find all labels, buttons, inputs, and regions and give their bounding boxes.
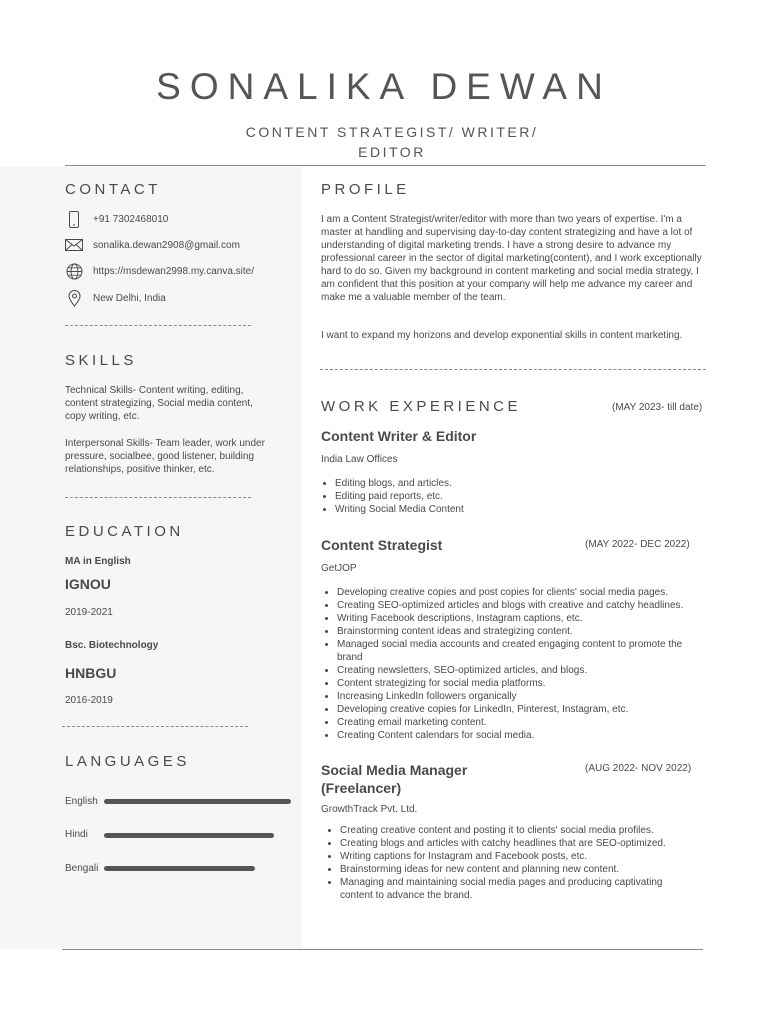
work-experience-heading: WORK EXPERIENCE	[321, 398, 522, 415]
job-bullet: • Editing paid reports, etc.	[335, 490, 703, 503]
job-bullet: • Creating blogs and articles with catchy headlines that are SEO-optimized.	[340, 837, 688, 850]
language-name: Bengali	[65, 863, 99, 874]
education-school: IGNOU	[65, 576, 111, 592]
job-bullet: • Managed social media accounts and created engaging content to promote the brand	[337, 638, 705, 664]
job-bullet: • Brainstorming content ideas and strategizing content.	[337, 625, 705, 638]
job-bullet: • Writing Facebook descriptions, Instagram captions, etc.	[337, 612, 705, 625]
profile-heading: PROFILE	[321, 181, 410, 198]
job-bullet: • Managing and maintaining social media pages and producing captivating content to advance the brand.	[340, 876, 688, 902]
profile-divider	[320, 369, 706, 370]
job-bullet: • Creating creative content and posting it to clients' social media profiles.	[340, 824, 688, 837]
language-name: Hindi	[65, 829, 88, 840]
contact-divider	[65, 325, 251, 326]
job-bullet: • Creating newsletters, SEO-optimized articles, and blogs.	[337, 664, 705, 677]
contact-email	[65, 236, 240, 254]
language-level-fill	[104, 799, 291, 804]
resume-title: CONTENT STRATEGIST/ WRITER/ EDITOR	[245, 124, 539, 160]
skills-divider	[65, 497, 251, 498]
job-title: Social Media Manager (Freelancer)	[321, 762, 468, 796]
education-school: HNBGU	[65, 665, 117, 681]
email-text[interactable]: sonalika.dewan2908@gmail.com	[93, 239, 240, 251]
job-bullet: • Editing blogs, and articles.	[335, 477, 703, 490]
header-divider	[65, 165, 706, 166]
language-level-fill	[104, 866, 255, 871]
job-bullet-list	[325, 586, 705, 742]
language-bar-hindi	[104, 833, 291, 838]
job-bullet: • Increasing LinkedIn followers organically	[337, 690, 705, 703]
job-bullet-list	[323, 477, 703, 516]
skills-heading: SKILLS	[65, 352, 137, 369]
mail-icon	[65, 236, 83, 254]
location-text: New Delhi, India	[93, 292, 166, 304]
languages-heading: LANGUAGES	[65, 753, 190, 770]
job-bullet: • Writing Social Media Content	[335, 503, 703, 516]
education-heading: EDUCATION	[65, 523, 184, 540]
job-bullet: • Brainstorming ideas for new content and planning new content.	[340, 863, 688, 876]
contact-location	[65, 289, 166, 307]
interpersonal-skills: Interpersonal Skills- Team leader, work under pressure, socialbee, good listener, building relationships, positive thinker, etc.	[65, 438, 265, 475]
phone-text[interactable]: +91 7302468010	[93, 213, 169, 225]
job-date: (AUG 2022- NOV 2022)	[585, 763, 692, 774]
phone-icon	[65, 210, 83, 228]
education-years: 2019-2021	[65, 607, 113, 618]
job-title: Content Writer & Editor	[321, 428, 477, 444]
globe-icon	[65, 262, 83, 280]
job-bullet: • Developing creative copies and post copies for clients' social media pages.	[337, 586, 705, 599]
profile-paragraph: I am a Content Strategist/writer/editor with more than two years of expertise. I'm a master at handling and supervising day-to-day content strategizing and have a lot of understanding of digital marketing trends. I have a strong desire to advance my professional career in the sector of digital marketing(content), and I work exceptionally hard to do so. Given my background in content marketing and social media strategy, I am confident that this position at your company will help me advance my career and make me a valuable member of the team.	[321, 214, 702, 303]
footer-divider	[62, 949, 703, 950]
job-date: (MAY 2022- DEC 2022)	[585, 539, 690, 550]
language-level-fill	[104, 833, 274, 838]
job-bullet: • Creating email marketing content.	[337, 716, 705, 729]
website-text[interactable]: https://msdewan2998.my.canva.site/	[93, 265, 255, 277]
contact-phone	[65, 210, 168, 228]
job-company: India Law Offices	[321, 454, 398, 465]
job-bullet: • Content strategizing for social media platforms.	[337, 677, 705, 690]
job-bullet: • Developing creative copies for LinkedIn, Pinterest, Instagram, etc.	[337, 703, 705, 716]
job-date: (MAY 2023- till date)	[612, 402, 703, 413]
location-pin-icon	[65, 289, 83, 307]
education-years: 2016-2019	[65, 695, 113, 706]
technical-skills: Technical Skills- Content writing, editing, content strategizing, Social media content, copy writing, etc.	[65, 385, 253, 422]
job-bullet: • Creating SEO-optimized articles and blogs with creative and catchy headlines.	[337, 599, 705, 612]
sidebar-background	[0, 167, 302, 949]
job-bullet: • Creating Content calendars for social media.	[337, 729, 705, 742]
job-company: GrowthTrack Pvt. Ltd.	[321, 804, 418, 815]
language-bar-bengali	[104, 866, 291, 871]
profile-paragraph: I want to expand my horizons and develop exponential skills in content marketing.	[321, 330, 683, 341]
job-bullet-list	[328, 824, 688, 902]
resume-name: SONALIKA DEWAN	[156, 66, 612, 107]
education-degree: Bsc. Biotechnology	[65, 640, 159, 651]
job-title: Content Strategist	[321, 537, 443, 553]
education-divider	[62, 726, 248, 727]
contact-heading: CONTACT	[65, 181, 161, 198]
language-bar-english	[104, 799, 291, 804]
job-bullet: • Writing captions for Instagram and Facebook posts, etc.	[340, 850, 688, 863]
language-name: English	[65, 796, 98, 807]
contact-website	[65, 262, 254, 280]
job-company: GetJOP	[321, 563, 357, 574]
education-degree: MA in English	[65, 556, 131, 567]
